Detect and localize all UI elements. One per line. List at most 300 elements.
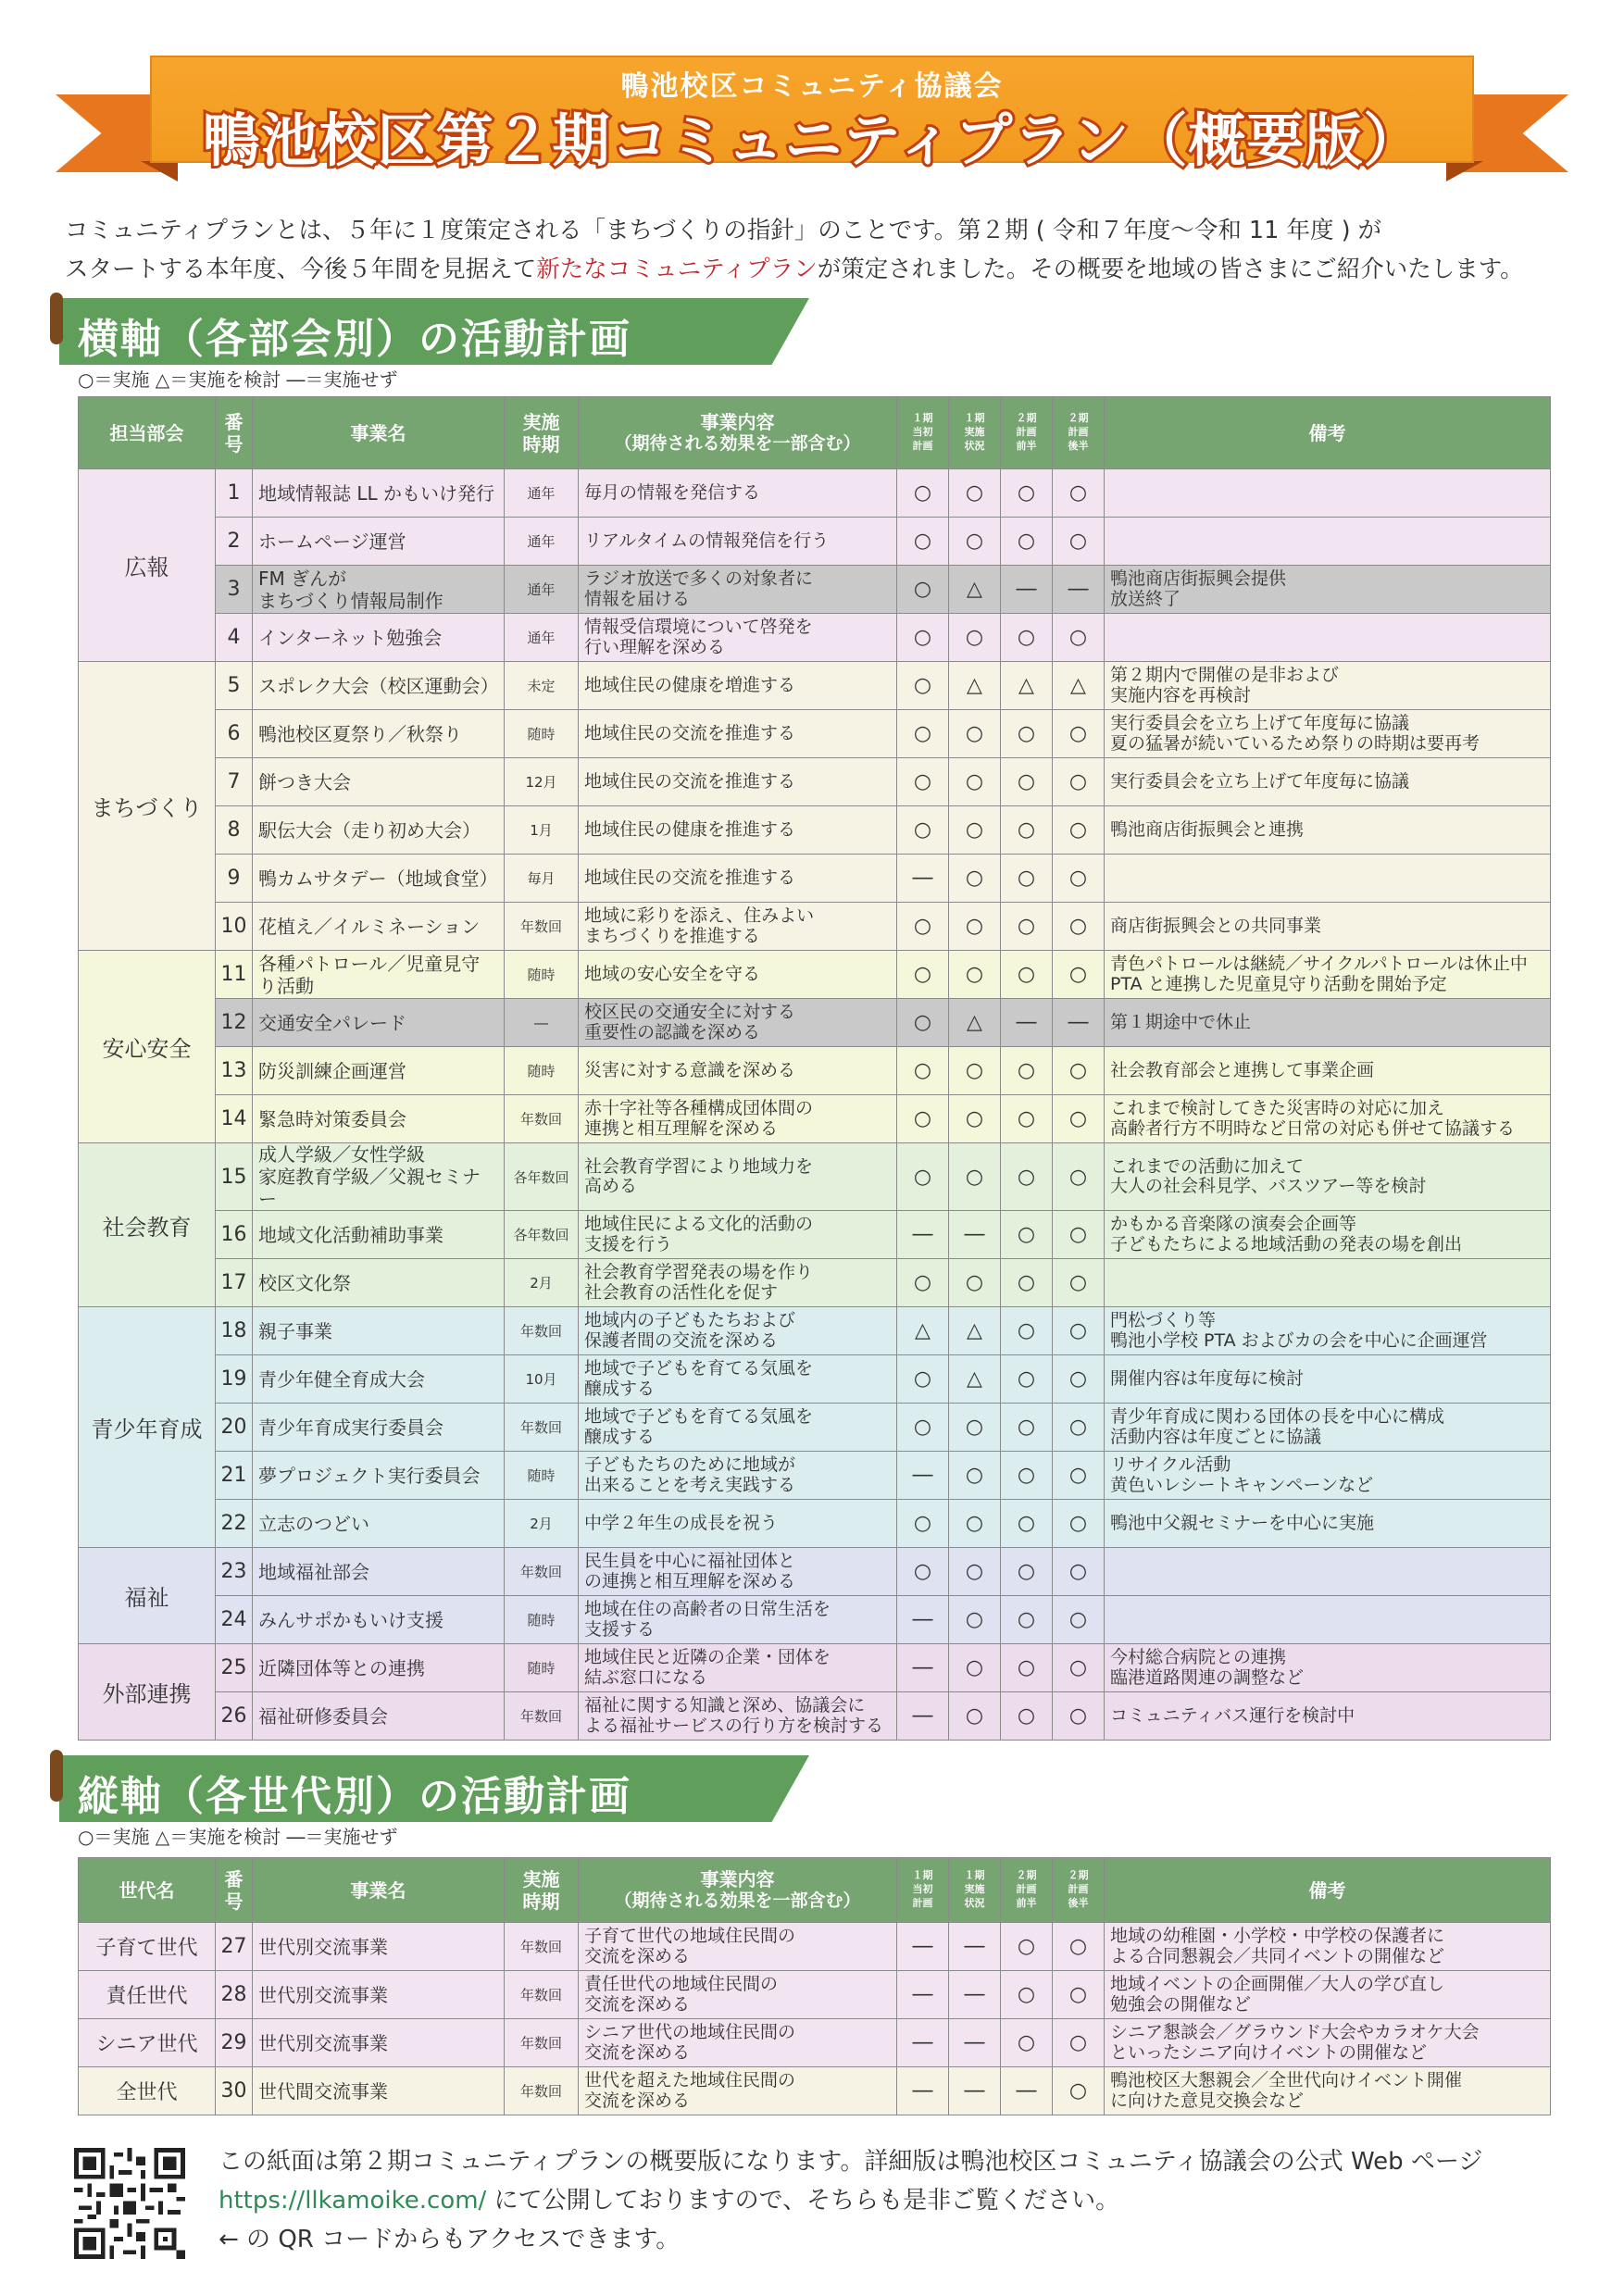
- row-number: 4: [216, 614, 253, 662]
- qr-code-icon[interactable]: [74, 2148, 185, 2259]
- implementation-period: 随時: [505, 1047, 579, 1095]
- project-content: 地域住民の健康を増進する: [579, 662, 897, 710]
- mark-phase2-first: ○: [1001, 1047, 1053, 1095]
- project-name: 校区文化祭: [253, 1259, 505, 1307]
- header-num-b: 号: [224, 432, 244, 455]
- table-row: [79, 710, 1551, 758]
- mark-phase1-plan: ○: [897, 1404, 949, 1452]
- intro-highlight: 新たなコミュニティプラン: [536, 256, 818, 283]
- project-name: ホームページ運営: [253, 518, 505, 566]
- table-row: [79, 1047, 1551, 1095]
- mark-phase2-second: ○: [1053, 1259, 1105, 1307]
- mark-phase2-second: ○: [1053, 758, 1105, 806]
- mark-phase2-second: ○: [1053, 903, 1105, 951]
- header-name: 事業名: [253, 1858, 505, 1923]
- remarks: [1105, 614, 1551, 662]
- h-p3c: 前半: [1016, 439, 1037, 452]
- table-row: [79, 1500, 1551, 1548]
- mark-phase2-second: ○: [1053, 1211, 1105, 1259]
- project-content: 中学２年生の成長を祝う: [579, 1500, 897, 1548]
- remarks: 第１期途中で休止: [1105, 999, 1551, 1047]
- mark-phase1-plan: ○: [897, 951, 949, 999]
- project-name: 地域福祉部会: [253, 1548, 505, 1596]
- project-content: 世代を超えた地域住民間の 交流を深める: [579, 2067, 897, 2115]
- project-content: 地域の安心安全を守る: [579, 951, 897, 999]
- mark-phase1-status: ―: [949, 2019, 1001, 2067]
- project-name: 鴨カムサタデー（地域食堂）: [253, 855, 505, 903]
- mark-phase1-status: ○: [949, 806, 1001, 855]
- dept-cell: まちづくり: [79, 662, 216, 951]
- h-p4c: 後半: [1068, 439, 1089, 452]
- implementation-period: 年数回: [505, 1404, 579, 1452]
- table-row: [79, 1095, 1551, 1143]
- implementation-period: 年数回: [505, 2019, 579, 2067]
- mark-phase1-plan: ○: [897, 566, 949, 614]
- h-p2b: 実施: [964, 426, 985, 439]
- mark-phase1-status: ○: [949, 614, 1001, 662]
- footer-line-2-rest: にて公開しておりますので、そちらも是非ご覧ください。: [486, 2187, 1120, 2215]
- implementation-period: 通年: [505, 469, 579, 518]
- project-content: 責任世代の地域住民間の 交流を深める: [579, 1971, 897, 2019]
- mark-phase2-first: ○: [1001, 710, 1053, 758]
- project-name: みんサポかもいけ支援: [253, 1596, 505, 1644]
- header-phase1-status: [949, 1858, 1001, 1923]
- mark-phase2-second: ○: [1053, 1095, 1105, 1143]
- remarks: 地域イベントの企画開催／大人の学び直し 勉強会の開催など: [1105, 1971, 1551, 2019]
- row-number: 27: [216, 1923, 253, 1971]
- mark-phase1-status: ○: [949, 710, 1001, 758]
- mark-phase2-first: ○: [1001, 1143, 1053, 1211]
- project-content: 地域住民の交流を推進する: [579, 855, 897, 903]
- mark-phase1-plan: ○: [897, 1548, 949, 1596]
- mark-phase1-status: ○: [949, 1047, 1001, 1095]
- h-p4a: ２期: [1068, 1869, 1089, 1882]
- activity-table-by-dept: [78, 396, 1551, 1741]
- project-name: 緊急時対策委員会: [253, 1095, 505, 1143]
- project-content: 災害に対する意識を深める: [579, 1047, 897, 1095]
- mark-phase1-plan: ―: [897, 1923, 949, 1971]
- mark-phase2-first: ○: [1001, 518, 1053, 566]
- mark-phase2-second: ○: [1053, 1047, 1105, 1095]
- mark-phase1-plan: ○: [897, 758, 949, 806]
- remarks: 実行委員会を立ち上げて年度毎に協議: [1105, 758, 1551, 806]
- table-row: [79, 1452, 1551, 1500]
- h-p3a: ２期: [1016, 1869, 1037, 1882]
- project-name: 親子事業: [253, 1307, 505, 1355]
- project-content: 社会教育学習発表の場を作り 社会教育の活性化を促す: [579, 1259, 897, 1307]
- header-phase2-second: [1053, 397, 1105, 469]
- mark-phase1-status: ○: [949, 1644, 1001, 1692]
- mark-phase1-plan: ○: [897, 1500, 949, 1548]
- footer-line-1: この紙面は第２期コミュニティプランの概要版になります。詳細版は鴨池校区コミュニティ協議会の公式 Web ページ: [219, 2148, 1483, 2176]
- header-phase1-status: [949, 397, 1001, 469]
- mark-phase2-second: ○: [1053, 1971, 1105, 2019]
- intro-line-2: [65, 250, 1574, 289]
- project-content: 地域住民と近隣の企業・団体を 結ぶ窓口になる: [579, 1644, 897, 1692]
- mark-phase1-plan: △: [897, 1307, 949, 1355]
- table-row: [79, 1355, 1551, 1404]
- mark-phase2-second: ○: [1053, 855, 1105, 903]
- dept-cell: 青少年育成: [79, 1307, 216, 1548]
- header-note: 備考: [1105, 397, 1551, 469]
- mark-phase2-second: ○: [1053, 1307, 1105, 1355]
- mark-phase2-second: ―: [1053, 999, 1105, 1047]
- row-number: 10: [216, 903, 253, 951]
- table-row: [79, 2067, 1551, 2115]
- header-period-b: 時期: [522, 432, 560, 455]
- implementation-period: 年数回: [505, 1923, 579, 1971]
- mark-phase2-first: ○: [1001, 1307, 1053, 1355]
- mark-phase1-status: ○: [949, 855, 1001, 903]
- implementation-period: 年数回: [505, 1971, 579, 2019]
- mark-phase1-plan: ○: [897, 999, 949, 1047]
- row-number: 26: [216, 1692, 253, 1741]
- implementation-period: 12月: [505, 758, 579, 806]
- section-title: 縦軸（各世代別）の活動計画: [78, 1773, 631, 1820]
- remarks: [1105, 1596, 1551, 1644]
- project-name: 世代別交流事業: [253, 2019, 505, 2067]
- intro-line-1: コミュニティプランとは、５年に１度策定される「まちづくりの指針」のことです。第２期 ( 令和７年度〜令和 11 年度 ) が: [65, 217, 1382, 244]
- implementation-period: 随時: [505, 1596, 579, 1644]
- remarks: これまで検討してきた災害時の対応に加え 高齢者行方不明時など日常の対応も併せて協議する: [1105, 1095, 1551, 1143]
- implementation-period: 年数回: [505, 1095, 579, 1143]
- legend: ○＝実施 △＝実施を検討 ―＝実施せず: [78, 368, 398, 391]
- h-p4a: ２期: [1068, 412, 1089, 425]
- project-name: 夢プロジェクト実行委員会: [253, 1452, 505, 1500]
- generation-name: 子育て世代: [79, 1923, 216, 1971]
- header-dept: 担当部会: [79, 397, 216, 469]
- mark-phase2-second: ○: [1053, 2019, 1105, 2067]
- mark-phase2-first: ○: [1001, 469, 1053, 518]
- mark-phase2-second: ○: [1053, 1452, 1105, 1500]
- project-content: 子どもたちのために地域が 出来ることを考え実践する: [579, 1452, 897, 1500]
- h-p2a: １期: [964, 1869, 985, 1882]
- project-name: FM ぎんが まちづくり情報局制作: [253, 566, 505, 614]
- remarks: 地域の幼稚園・小学校・中学校の保護者に よる合同懇親会／共同イベントの開催など: [1105, 1923, 1551, 1971]
- table-row: [79, 903, 1551, 951]
- remarks: 商店街振興会との共同事業: [1105, 903, 1551, 951]
- project-name: 餅つき大会: [253, 758, 505, 806]
- row-number: 16: [216, 1211, 253, 1259]
- implementation-period: 2月: [505, 1259, 579, 1307]
- mark-phase1-status: ○: [949, 1500, 1001, 1548]
- mark-phase1-status: ○: [949, 469, 1001, 518]
- h-p1b: 当初: [912, 1883, 933, 1896]
- row-number: 3: [216, 566, 253, 614]
- mark-phase2-second: ○: [1053, 1923, 1105, 1971]
- project-name: 各種パトロール／児童見守り活動: [253, 951, 505, 999]
- mark-phase1-plan: ○: [897, 1259, 949, 1307]
- project-name: 立志のつどい: [253, 1500, 505, 1548]
- header-content-a: 事業内容: [700, 1868, 775, 1891]
- mark-phase2-second: ○: [1053, 1143, 1105, 1211]
- project-content: 地域で子どもを育てる気風を 醸成する: [579, 1404, 897, 1452]
- project-content: 福祉に関する知識と深め、協議会に よる福祉サービスの行り方を検討する: [579, 1692, 897, 1741]
- h-p3a: ２期: [1016, 412, 1037, 425]
- remarks: 鴨池中父親セミナーを中心に実施: [1105, 1500, 1551, 1548]
- header-phase2-first: [1001, 1858, 1053, 1923]
- project-name: 成人学級／女性学級 家庭教育学級／父親セミナー: [253, 1143, 505, 1211]
- intro-line-2b: が策定されました。その概要を地域の皆さまにご紹介いたします。: [817, 256, 1524, 283]
- mark-phase1-plan: ○: [897, 614, 949, 662]
- implementation-period: 年数回: [505, 1307, 579, 1355]
- remarks: 鴨池校区大懇親会／全世代向けイベント開催 に向けた意見交換会など: [1105, 2067, 1551, 2115]
- table-row: [79, 1211, 1551, 1259]
- row-number: 19: [216, 1355, 253, 1404]
- mark-phase2-first: ○: [1001, 1596, 1053, 1644]
- website-link[interactable]: https://llkamoike.com/: [219, 2187, 487, 2215]
- mark-phase1-plan: ―: [897, 1452, 949, 1500]
- row-number: 20: [216, 1404, 253, 1452]
- h-p4b: 計画: [1068, 1883, 1089, 1896]
- project-content: 情報受信環境について啓発を 行い理解を深める: [579, 614, 897, 662]
- mark-phase2-first: ○: [1001, 2019, 1053, 2067]
- implementation-period: 10月: [505, 1355, 579, 1404]
- implementation-period: ―: [505, 999, 579, 1047]
- mark-phase2-first: ○: [1001, 1452, 1053, 1500]
- table-body: [79, 469, 1551, 1741]
- project-name: 交通安全パレード: [253, 999, 505, 1047]
- project-content: リアルタイムの情報発信を行う: [579, 518, 897, 566]
- header-content: [579, 397, 897, 469]
- h-p1c: 計画: [912, 1896, 933, 1909]
- row-number: 6: [216, 710, 253, 758]
- remarks: 社会教育部会と連携して事業企画: [1105, 1047, 1551, 1095]
- table-row: [79, 951, 1551, 999]
- mark-phase1-plan: ―: [897, 1596, 949, 1644]
- dept-cell: 広報: [79, 469, 216, 662]
- mark-phase1-status: △: [949, 1307, 1001, 1355]
- row-number: 5: [216, 662, 253, 710]
- intro-line-2a: スタートする本年度、今後５年間を見据えて: [65, 256, 537, 283]
- remarks: 鴨池商店街振興会と連携: [1105, 806, 1551, 855]
- table-body: [79, 1923, 1551, 2115]
- row-number: 12: [216, 999, 253, 1047]
- mark-phase1-plan: ○: [897, 1355, 949, 1404]
- h-p3b: 計画: [1016, 1883, 1037, 1896]
- mark-phase1-status: ○: [949, 1404, 1001, 1452]
- row-number: 22: [216, 1500, 253, 1548]
- project-name: 花植え／イルミネーション: [253, 903, 505, 951]
- mark-phase2-first: ○: [1001, 1259, 1053, 1307]
- header-note: 備考: [1105, 1858, 1551, 1923]
- h-p2c: 状況: [964, 1896, 985, 1909]
- implementation-period: 通年: [505, 566, 579, 614]
- table-row: [79, 1143, 1551, 1211]
- pin-icon: [50, 1750, 63, 1802]
- mark-phase2-second: ○: [1053, 614, 1105, 662]
- row-number: 25: [216, 1644, 253, 1692]
- implementation-period: 年数回: [505, 1692, 579, 1741]
- table-row: [79, 1644, 1551, 1692]
- mark-phase2-first: ○: [1001, 855, 1053, 903]
- h-p2c: 状況: [964, 439, 985, 452]
- h-p2b: 実施: [964, 1883, 985, 1896]
- implementation-period: 随時: [505, 710, 579, 758]
- mark-phase2-second: ○: [1053, 1404, 1105, 1452]
- project-name: 防災訓練企画運営: [253, 1047, 505, 1095]
- mark-phase1-plan: ―: [897, 1971, 949, 2019]
- table-row: [79, 1971, 1551, 2019]
- implementation-period: 1月: [505, 806, 579, 855]
- table-row: [79, 855, 1551, 903]
- banner-title: 鴨池校区第２期コミュニティプラン（概要版）: [202, 106, 1422, 174]
- mark-phase1-plan: ○: [897, 806, 949, 855]
- intro-text: [65, 211, 1574, 289]
- project-content: ラジオ放送で多くの対象者に 情報を届ける: [579, 566, 897, 614]
- mark-phase2-second: ○: [1053, 469, 1105, 518]
- remarks: かもかる音楽隊の演奏会企画等 子どもたちによる地域活動の発表の場を創出: [1105, 1211, 1551, 1259]
- remarks: シニア懇談会／グラウンド大会やカラオケ大会 といったシニア向けイベントの開催など: [1105, 2019, 1551, 2067]
- header-content-a: 事業内容: [700, 411, 775, 434]
- header-phase1-plan: [897, 397, 949, 469]
- h-p4c: 後半: [1068, 1896, 1089, 1909]
- header-period: [505, 1858, 579, 1923]
- header-period-a: 実施: [522, 410, 560, 433]
- row-number: 14: [216, 1095, 253, 1143]
- mark-phase1-status: ○: [949, 1596, 1001, 1644]
- remarks: 今村総合病院との連携 臨港道路関連の調整など: [1105, 1644, 1551, 1692]
- row-number: 28: [216, 1971, 253, 2019]
- project-name: 世代別交流事業: [253, 1971, 505, 2019]
- row-number: 29: [216, 2019, 253, 2067]
- mark-phase2-second: ○: [1053, 951, 1105, 999]
- header-period-a: 実施: [522, 1867, 560, 1890]
- table-row: [79, 1404, 1551, 1452]
- mark-phase1-plan: ―: [897, 855, 949, 903]
- h-p3b: 計画: [1016, 426, 1037, 439]
- mark-phase1-plan: ―: [897, 1211, 949, 1259]
- mark-phase2-second: ○: [1053, 1548, 1105, 1596]
- header-num-b: 号: [224, 1890, 244, 1913]
- mark-phase2-second: ○: [1053, 2067, 1105, 2115]
- table-row: [79, 1307, 1551, 1355]
- row-number: 18: [216, 1307, 253, 1355]
- project-content: 子育て世代の地域住民間の 交流を深める: [579, 1923, 897, 1971]
- project-name: スポレク大会（校区運動会）: [253, 662, 505, 710]
- mark-phase2-second: ○: [1053, 1500, 1105, 1548]
- project-content: 地域で子どもを育てる気風を 醸成する: [579, 1355, 897, 1404]
- project-content: シニア世代の地域住民間の 交流を深める: [579, 2019, 897, 2067]
- mark-phase2-second: ○: [1053, 1596, 1105, 1644]
- mark-phase1-plan: ○: [897, 1143, 949, 1211]
- header-phase1-plan: [897, 1858, 949, 1923]
- footer-text: [219, 2142, 1552, 2259]
- generation-name: 責任世代: [79, 1971, 216, 2019]
- h-p1a: １期: [912, 1869, 933, 1882]
- ribbon-main: [150, 56, 1474, 174]
- project-name: 地域文化活動補助事業: [253, 1211, 505, 1259]
- row-number: 7: [216, 758, 253, 806]
- mark-phase1-plan: ○: [897, 903, 949, 951]
- row-number: 30: [216, 2067, 253, 2115]
- implementation-period: 年数回: [505, 1548, 579, 1596]
- mark-phase1-status: ○: [949, 1143, 1001, 1211]
- mark-phase2-first: ○: [1001, 903, 1053, 951]
- mark-phase1-plan: ―: [897, 2019, 949, 2067]
- header-num: [216, 397, 253, 469]
- remarks: 青少年育成に関わる団体の長を中心に構成 活動内容は年度ごとに協議: [1105, 1404, 1551, 1452]
- project-name: 近隣団体等との連携: [253, 1644, 505, 1692]
- mark-phase2-second: ○: [1053, 1644, 1105, 1692]
- implementation-period: 随時: [505, 1644, 579, 1692]
- remarks: 実行委員会を立ち上げて年度毎に協議 夏の猛暑が続いているため祭りの時期は要再考: [1105, 710, 1551, 758]
- mark-phase2-second: ○: [1053, 518, 1105, 566]
- implementation-period: 各年数回: [505, 1143, 579, 1211]
- row-number: 23: [216, 1548, 253, 1596]
- mark-phase1-status: ―: [949, 1211, 1001, 1259]
- table-row: [79, 1259, 1551, 1307]
- row-number: 2: [216, 518, 253, 566]
- project-content: 地域住民の交流を推進する: [579, 710, 897, 758]
- row-number: 11: [216, 951, 253, 999]
- activity-table-by-generation: [78, 1857, 1551, 2115]
- project-content: 民生員を中心に福祉団体と の連携と相互理解を深める: [579, 1548, 897, 1596]
- mark-phase2-first: ○: [1001, 1692, 1053, 1741]
- banner-subtitle: 鴨池校区コミュニティ協議会: [620, 70, 1004, 103]
- header-content-b: （期待される効果を一部含む）: [614, 433, 861, 455]
- remarks: リサイクル活動 黄色いレシートキャンペーンなど: [1105, 1452, 1551, 1500]
- table-row: [79, 566, 1551, 614]
- remarks: 青色パトロールは継続／サイクルパトロールは休止中 PTA と連携した児童見守り活動を開始予定: [1105, 951, 1551, 999]
- header-period: [505, 397, 579, 469]
- implementation-period: 毎月: [505, 855, 579, 903]
- mark-phase2-second: ○: [1053, 1692, 1105, 1741]
- generation-name: シニア世代: [79, 2019, 216, 2067]
- mark-phase1-plan: ○: [897, 710, 949, 758]
- remarks: コミュニティバス運行を検討中: [1105, 1692, 1551, 1741]
- remarks: [1105, 1548, 1551, 1596]
- h-p2a: １期: [964, 412, 985, 425]
- header-period-b: 時期: [522, 1890, 560, 1913]
- h-p1c: 計画: [912, 439, 933, 452]
- project-name: 世代別交流事業: [253, 1923, 505, 1971]
- section-header-vertical: [50, 1755, 809, 1829]
- dept-cell: 社会教育: [79, 1143, 216, 1307]
- mark-phase1-status: ―: [949, 2067, 1001, 2115]
- row-number: 21: [216, 1452, 253, 1500]
- h-p1b: 当初: [912, 426, 933, 439]
- implementation-period: 通年: [505, 614, 579, 662]
- h-p3c: 前半: [1016, 1896, 1037, 1909]
- table-row: [79, 999, 1551, 1047]
- mark-phase1-status: △: [949, 566, 1001, 614]
- project-name: 青少年育成実行委員会: [253, 1404, 505, 1452]
- mark-phase2-first: ―: [1001, 999, 1053, 1047]
- mark-phase1-status: △: [949, 999, 1001, 1047]
- header-num-a: 番: [224, 1867, 244, 1890]
- project-content: 地域住民の交流を推進する: [579, 758, 897, 806]
- mark-phase2-first: ○: [1001, 1211, 1053, 1259]
- mark-phase1-status: △: [949, 1355, 1001, 1404]
- remarks: [1105, 469, 1551, 518]
- remarks: 開催内容は年度毎に検討: [1105, 1355, 1551, 1404]
- remarks: [1105, 518, 1551, 566]
- table-row: [79, 1548, 1551, 1596]
- mark-phase2-first: ○: [1001, 1923, 1053, 1971]
- mark-phase1-status: ○: [949, 1259, 1001, 1307]
- h-p4b: 計画: [1068, 426, 1089, 439]
- mark-phase2-first: ―: [1001, 2067, 1053, 2115]
- implementation-period: 2月: [505, 1500, 579, 1548]
- remarks: [1105, 1259, 1551, 1307]
- header-generation: 世代名: [79, 1858, 216, 1923]
- project-content: 地域住民の健康を推進する: [579, 806, 897, 855]
- table-row: [79, 662, 1551, 710]
- table-row: [79, 1923, 1551, 1971]
- table-row: [79, 1596, 1551, 1644]
- project-name: 福祉研修委員会: [253, 1692, 505, 1741]
